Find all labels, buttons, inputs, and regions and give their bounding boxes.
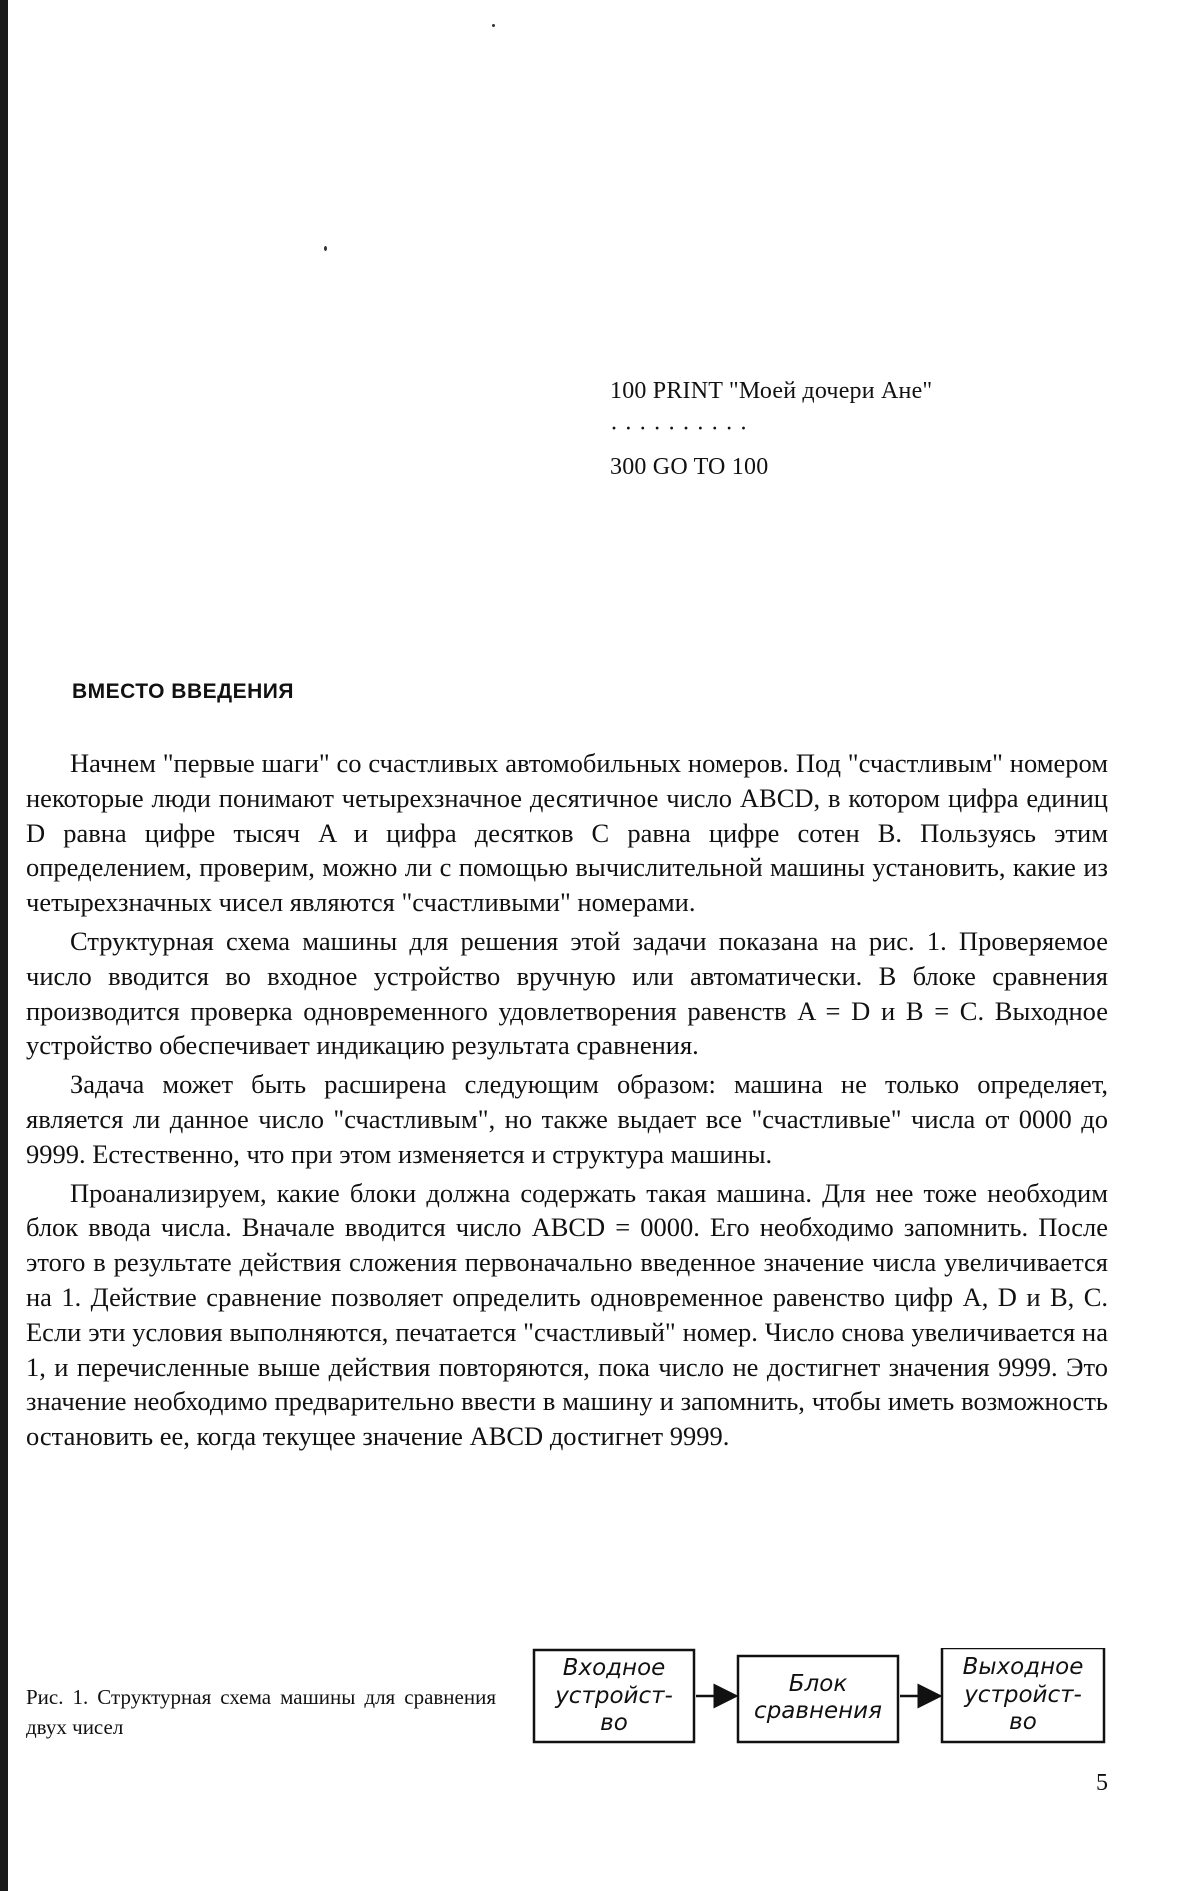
page-number: 5 xyxy=(1096,1770,1108,1796)
output-device-label-line: устройст- xyxy=(964,1682,1082,1708)
output-device-label-line: во xyxy=(1009,1709,1037,1735)
paragraph: Проанализируем, какие блоки должна содержать такая машина. Для нее тоже необходим блок ввода числа. Вначале вводится число ABCD = 0000. Его необходимо запомнить. После этого в результате действия сложения первоначально введенное значение числа увеличивается на 1. Действие сравнение позволяет определить одновременное равенство цифр A, D и B, C. Если эти условия выполняются, печатается "счастливый" номер. Число снова увеличивается на 1, и перечисленные выше действия повторяются, пока число не достигнет значения 9999. Это значение необходимо предварительно ввести в машину и запомнить, чтобы иметь возможность остановить ее, когда текущее значение ABCD достигнет 9999. xyxy=(26,1177,1108,1452)
epigraph xyxy=(610,372,932,486)
scan-speck xyxy=(492,24,495,27)
input-device-label-line: во xyxy=(600,1710,628,1736)
figure-caption: Рис. 1. Структурная схема машины для сравнения двух чисел xyxy=(26,1685,496,1739)
body-text xyxy=(26,746,1108,1454)
comparison-label-line: Блок xyxy=(788,1671,848,1697)
paragraph: Структурная схема машины для решения этой задачи показана на рис. 1. Проверяемое число вводится во входное устройство вручную или автоматически. В блоке сравнения производится проверка одновременного удовлетворения равенств A = D и B = C. Выходное устройство обеспечивает индикацию результата сравнения. xyxy=(26,925,1108,1061)
epigraph-line: · · · · · · · · · · xyxy=(610,416,748,442)
epigraph-line: 100 PRINT "Моей дочери Ане" xyxy=(610,378,933,404)
input-device-label-line: Входное xyxy=(562,1655,666,1681)
output-device-label-line: Выходное xyxy=(962,1654,1084,1680)
scan-left-edge xyxy=(0,0,8,1891)
section-title: ВМЕСТО ВВЕДЕНИЯ xyxy=(72,680,294,703)
paragraph: Задача может быть расширена следующим образом: машина не только определяет, является ли данное число "счастливым", но также выдает все "счастливые" числа от 0000 до 9999. Естественно, что при этом изменяется и структура машины. xyxy=(26,1069,1108,1169)
paragraph: Начнем "первые шаги" со счастливых автомобильных номеров. Под "счастливым" номером некоторые люди понимают четырехзначное десятичное число ABCD, в котором цифра единиц D равна цифре тысяч A и цифра десятков C равна цифре сотен B. Пользуясь этим определением, проверим, можно ли с помощью вычислительной машины установить, какие из четырехзначных чисел являются "счастливыми" номерами. xyxy=(26,748,1108,918)
comparison-label-line: сравнения xyxy=(754,1698,882,1724)
block-diagram xyxy=(530,1648,1110,1748)
scan-speck xyxy=(324,246,327,251)
input-device-label-line: устройст- xyxy=(555,1683,673,1709)
epigraph-line: 300 GO TO 100 xyxy=(610,454,769,480)
